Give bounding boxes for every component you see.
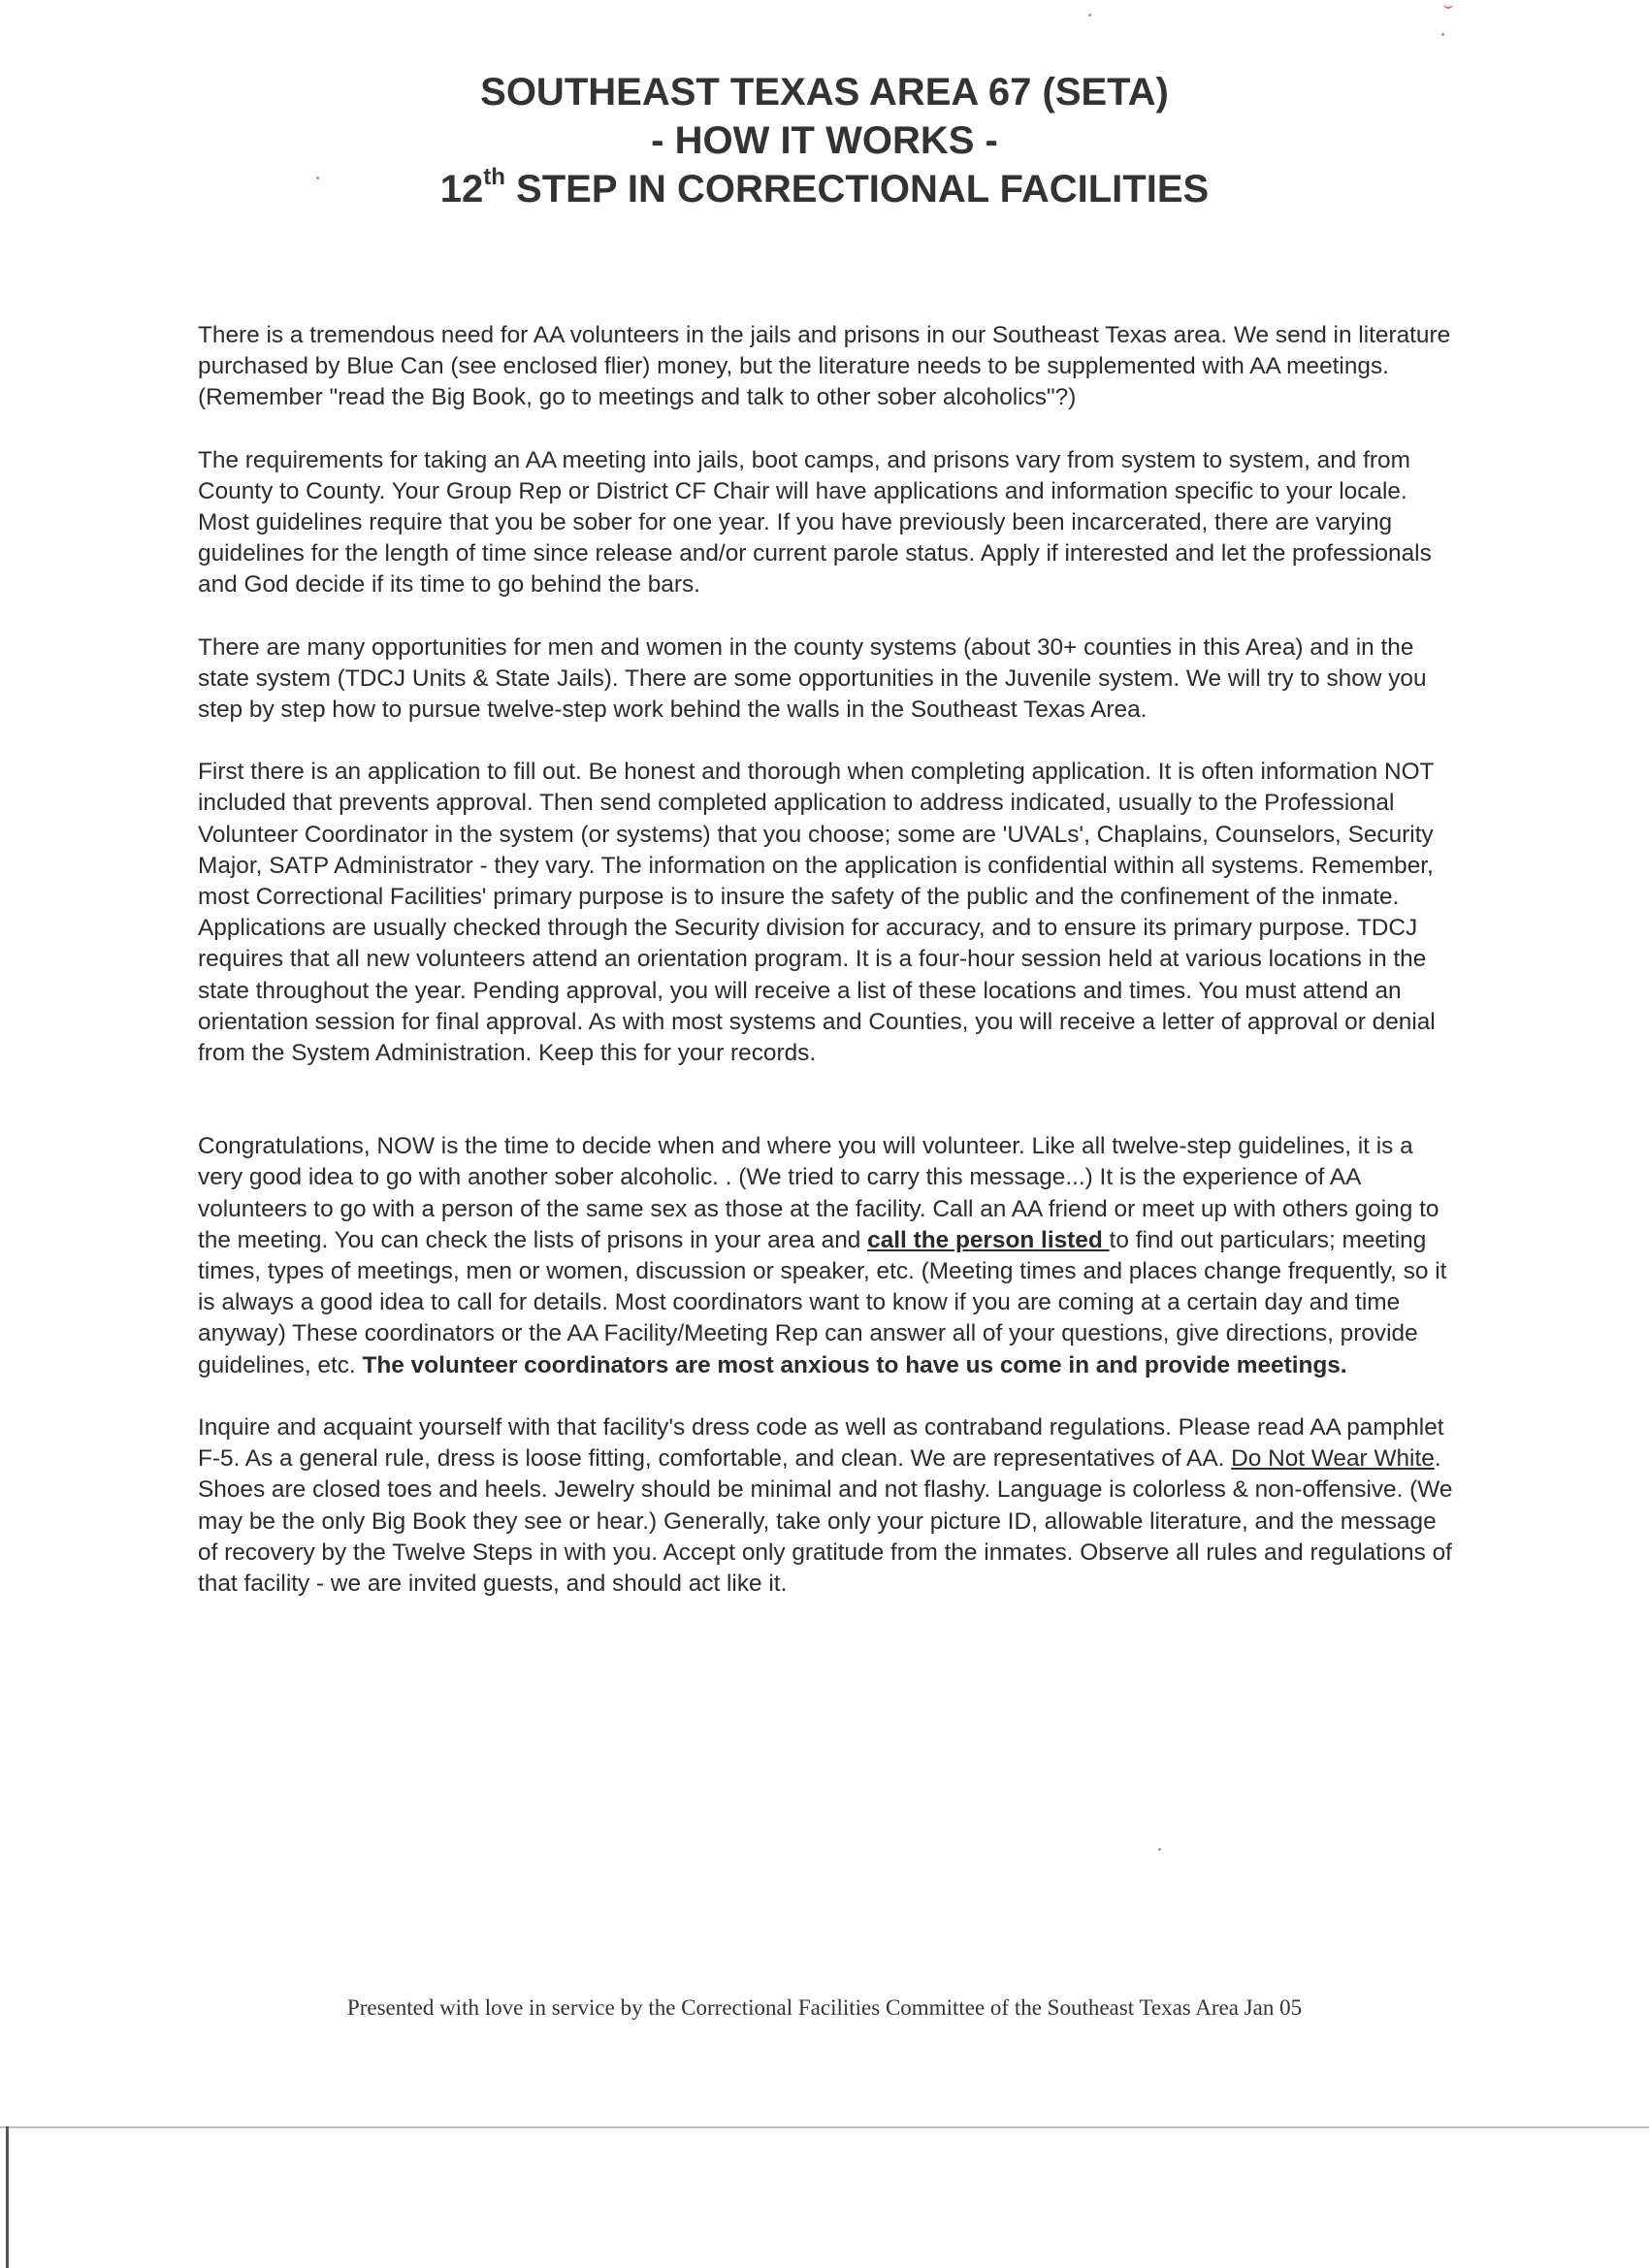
do-not-wear-white-emphasis: Do Not Wear White [1231,1445,1435,1473]
paragraph-need-for-volunteers: There is a tremendous need for AA volunteers in the jails and prisons in our Southeast Texas area. We send in literature purchased by Blue Can (see enclosed flier) money, but the literature needs to be supplemented with AA meetings. (Remember "read the Big Book, go to meetings and talk to other sober alcoholics"?) [198,322,1451,411]
congratulations-text-continued: to find out particulars; meeting times, types of meetings, men or women, discussion or speaker, etc. (Meeting times and places change frequently, so it is always a good idea to call for details. Most coordinators want to know if you are coming at a certain day and time anyway) These coordinators or the AA Facility/Meeting Rep can answer all of your questions, give directions, provide guidelines, etc. [198,1226,1447,1378]
dress-code-text: Inquire and acquaint yourself with that facility's dress code as well as contraband regulations. Please read AA pamphlet F-5. As a general rule, dress is loose fitting, comfortable, and clean. We are representatives of AA. [198,1413,1444,1473]
title-step-number: 12 [439,168,484,211]
title-superscript: th [483,164,505,190]
document-footer: Presented with love in service by the Correctional Facilities Committee of the Southeast Texas Area Jan 05 [346,1995,1303,2020]
title-step-text: STEP IN CORRECTIONAL FACILITIES [504,168,1210,211]
paragraph-congratulations [198,1131,1457,1381]
scan-speck [1158,1848,1161,1851]
title-line-1: SOUTHEAST TEXAS AREA 67 (SETA) [480,71,1169,113]
title-line-3 [194,165,1455,213]
scan-speck [1088,14,1091,16]
congratulations-text: Congratulations, NOW is the time to decide when and where you will volunteer. Like all twelve-step guidelines, it is a very good idea to go with another sober alcoholic. . (We tried to carry this message...) It is the experience of AA volunteers to go with a person of the same sex as those at the facility. Call an AA friend or meet up with others going to the meeting. You can check the lists of prisons in your area and [198,1133,1439,1253]
paragraph-dress-code [198,1412,1457,1600]
paragraph-requirements: The requirements for taking an AA meeting into jails, boot camps, and prisons vary from system to system, and from County to County. Your Group Rep or District CF Chair will have applications and information specific to your locale. Most guidelines require that you be sober for one year. If you have previously been incarcerated, there are varying guidelines for the length of time since release and/or current parole status. Apply if interested and let the professionals and God decide if its time to go behind the bars. [198,446,1432,599]
dress-code-text-continued: . Shoes are closed toes and heels. Jewelry should be minimal and not flashy. Language is colorless & non-offensive. (We may be the only Big Book they see or hear.) Generally, take only your picture ID, allowable literature, and the message of recovery by the Twelve Steps in with you. Accept only gratitude from the inmates. Observe all rules and regulations of that facility - we are invited guests, and should act like it. [198,1445,1453,1597]
document-body [198,320,1457,1631]
scan-edge-vertical [6,2126,9,2268]
scan-edge-line [0,2126,1649,2128]
paragraph-application: First there is an application to fill out. Be honest and thorough when completing application. It is often information NOT included that prevents approval. Then send completed application to address indicated, usually to the Professional Volunteer Coordinator in the system (or systems) that you choose; some are 'UVALs', Chaplains, Counselors, Security Major, SATP Administrator - they vary. The information on the application is confidential within all systems. Remember, most Correctional Facilities' primary purpose is to insure the safety of the public and the confinement of the inmate. Applications are usually checked through the Security division for accuracy, and to ensure its primary purpose. TDCJ requires that all new volunteers attend an orientation program. It is a four-hour session held at various locations in the state throughout the year. Pending approval, you will receive a list of these locations and times. You must attend an orientation session for final approval. As with most systems and Counties, you will receive a letter of approval or denial from the System Administration. Keep this for your records. [198,759,1436,1067]
title-line-2: - HOW IT WORKS - [651,119,998,162]
scan-mark [1443,0,1453,9]
document-title [194,68,1455,213]
call-person-listed-emphasis: call the person listed [867,1226,1110,1253]
coordinators-bold-statement: The volunteer coordinators are most anxious to have us come in and provide meetings. [362,1351,1347,1378]
paragraph-opportunities: There are many opportunities for men and women in the county systems (about 30+ counties in this Area) and in the state system (TDCJ Units & State Jails). There are some opportunities in the Juvenile system. We will try to show you step by step how to pursue twelve-step work behind the walls in the Southeast Texas Area. [198,633,1427,724]
scan-speck [1441,33,1444,36]
